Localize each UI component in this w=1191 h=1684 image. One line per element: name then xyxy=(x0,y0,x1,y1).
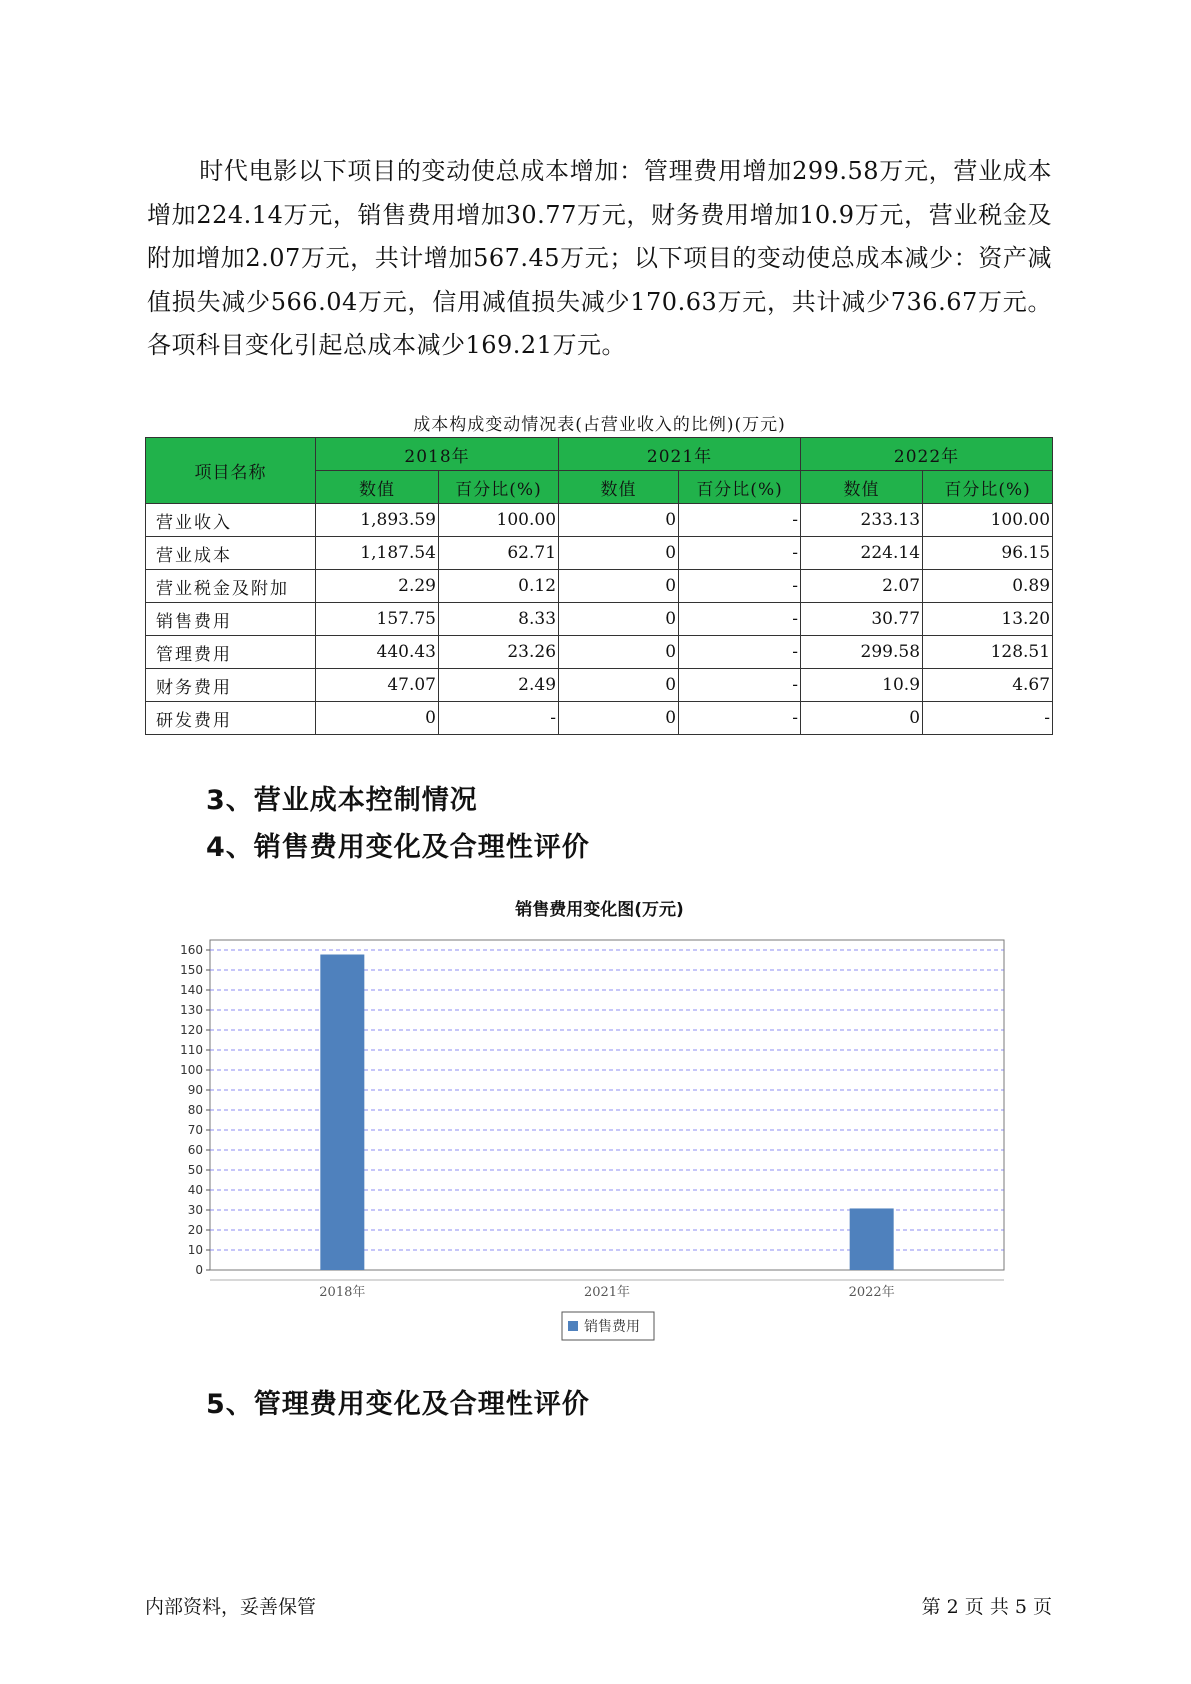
table-cell: - xyxy=(679,702,801,735)
row-label: 营业收入 xyxy=(146,504,316,537)
y-tick-label: 70 xyxy=(187,1123,203,1137)
sub-header: 数值 xyxy=(559,471,679,504)
table-cell: 0 xyxy=(559,702,679,735)
legend-label: 销售费用 xyxy=(584,1319,640,1335)
table-cell: 0 xyxy=(559,504,679,537)
legend-swatch xyxy=(568,1321,578,1331)
table-cell: 0 xyxy=(559,669,679,702)
table-cell: 47.07 xyxy=(316,669,439,702)
y-tick-label: 120 xyxy=(180,1023,203,1037)
year-header: 2021年 xyxy=(559,438,801,471)
sub-header: 百分比(%) xyxy=(439,471,559,504)
sub-header: 百分比(%) xyxy=(923,471,1053,504)
y-tick-label: 140 xyxy=(180,983,203,997)
table-cell: 233.13 xyxy=(801,504,923,537)
table-cell: - xyxy=(679,504,801,537)
row-label: 财务费用 xyxy=(146,669,316,702)
item-name-header: 项目名称 xyxy=(146,438,316,504)
row-label: 营业税金及附加 xyxy=(146,570,316,603)
table-cell: 0 xyxy=(559,636,679,669)
sub-header: 数值 xyxy=(801,471,923,504)
y-tick-label: 150 xyxy=(180,963,203,977)
body-paragraph xyxy=(147,150,1052,368)
table-cell: 2.49 xyxy=(439,669,559,702)
table-cell: 224.14 xyxy=(801,537,923,570)
table-cell: - xyxy=(923,702,1053,735)
footer-confidential: 内部资料，妥善保管 xyxy=(145,1596,317,1618)
table-cell: 0 xyxy=(559,603,679,636)
x-tick-label: 2022年 xyxy=(848,1285,895,1300)
table-row xyxy=(146,570,1053,603)
table-row xyxy=(146,504,1053,537)
bar-2018年 xyxy=(320,955,364,1271)
table-row xyxy=(146,636,1053,669)
chart-title: 销售费用变化图(万元) xyxy=(515,900,684,920)
y-tick-label: 160 xyxy=(180,943,203,957)
table-cell: - xyxy=(679,669,801,702)
y-tick-label: 50 xyxy=(187,1163,203,1177)
sales-expense-bar-chart xyxy=(170,930,1020,1350)
table-cell: - xyxy=(439,702,559,735)
table-cell: 2.07 xyxy=(801,570,923,603)
table-cell: 4.67 xyxy=(923,669,1053,702)
table-cell: 10.9 xyxy=(801,669,923,702)
year-header: 2018年 xyxy=(316,438,559,471)
table-cell: 440.43 xyxy=(316,636,439,669)
section-heading-5: 5、管理费用变化及合理性评价 xyxy=(206,1389,590,1420)
cost-structure-table xyxy=(145,437,1053,735)
table-cell: 0.89 xyxy=(923,570,1053,603)
x-tick-label: 2018年 xyxy=(319,1285,366,1300)
table-cell: 1,893.59 xyxy=(316,504,439,537)
y-tick-label: 80 xyxy=(187,1103,203,1117)
table-cell: 128.51 xyxy=(923,636,1053,669)
section-heading-3: 3、营业成本控制情况 xyxy=(206,785,478,816)
y-tick-label: 40 xyxy=(187,1183,203,1197)
row-label: 营业成本 xyxy=(146,537,316,570)
y-tick-label: 20 xyxy=(187,1223,203,1237)
table-cell: - xyxy=(679,570,801,603)
y-tick-label: 130 xyxy=(180,1003,203,1017)
table-row xyxy=(146,702,1053,735)
table-cell: - xyxy=(679,537,801,570)
body-paragraph-text: 时代电影以下项目的变动使总成本增加：管理费用增加299.58万元，营业成本增加224.14万元，销售费用增加30.77万元，财务费用增加10.9万元，营业税金及附加增加2.07万元，共计增加567.45万元；以下项目的变动使总成本减少：资产减值损失减少566.04万元，信用减值损失减少170.63万元，共计减少736.67万元。各项科目变化引起总成本减少169.21万元。 xyxy=(147,157,1052,359)
y-tick-label: 110 xyxy=(180,1043,203,1057)
table-cell: - xyxy=(679,603,801,636)
footer-page-number: 第 2 页 共 5 页 xyxy=(921,1596,1052,1618)
sub-header: 数值 xyxy=(316,471,439,504)
row-label: 销售费用 xyxy=(146,603,316,636)
y-tick-label: 60 xyxy=(187,1143,203,1157)
table-caption: 成本构成变动情况表(占营业收入的比例)(万元) xyxy=(413,415,786,435)
table-cell: 62.71 xyxy=(439,537,559,570)
table-cell: 100.00 xyxy=(923,504,1053,537)
row-label: 管理费用 xyxy=(146,636,316,669)
x-tick-label: 2021年 xyxy=(583,1285,631,1300)
table-cell: 2.29 xyxy=(316,570,439,603)
y-tick-label: 0 xyxy=(195,1263,203,1277)
table-cell: 100.00 xyxy=(439,504,559,537)
table-row xyxy=(146,603,1053,636)
table-row xyxy=(146,537,1053,570)
table-cell: 0 xyxy=(801,702,923,735)
table-cell: - xyxy=(679,636,801,669)
table-cell: 0 xyxy=(316,702,439,735)
row-label: 研发费用 xyxy=(146,702,316,735)
table-cell: 23.26 xyxy=(439,636,559,669)
table-cell: 30.77 xyxy=(801,603,923,636)
table-cell: 13.20 xyxy=(923,603,1053,636)
y-tick-label: 90 xyxy=(187,1083,203,1097)
y-tick-label: 10 xyxy=(187,1243,203,1257)
table-cell: 299.58 xyxy=(801,636,923,669)
sub-header: 百分比(%) xyxy=(679,471,801,504)
bar-2022年 xyxy=(850,1208,894,1270)
section-heading-4: 4、销售费用变化及合理性评价 xyxy=(206,832,590,863)
table-cell: 1,187.54 xyxy=(316,537,439,570)
table-cell: 0 xyxy=(559,537,679,570)
y-tick-label: 100 xyxy=(180,1063,203,1077)
table-cell: 96.15 xyxy=(923,537,1053,570)
table-row xyxy=(146,669,1053,702)
year-header: 2022年 xyxy=(801,438,1053,471)
table-cell: 8.33 xyxy=(439,603,559,636)
table-cell: 0.12 xyxy=(439,570,559,603)
table-cell: 0 xyxy=(559,570,679,603)
y-tick-label: 30 xyxy=(187,1203,203,1217)
table-cell: 157.75 xyxy=(316,603,439,636)
